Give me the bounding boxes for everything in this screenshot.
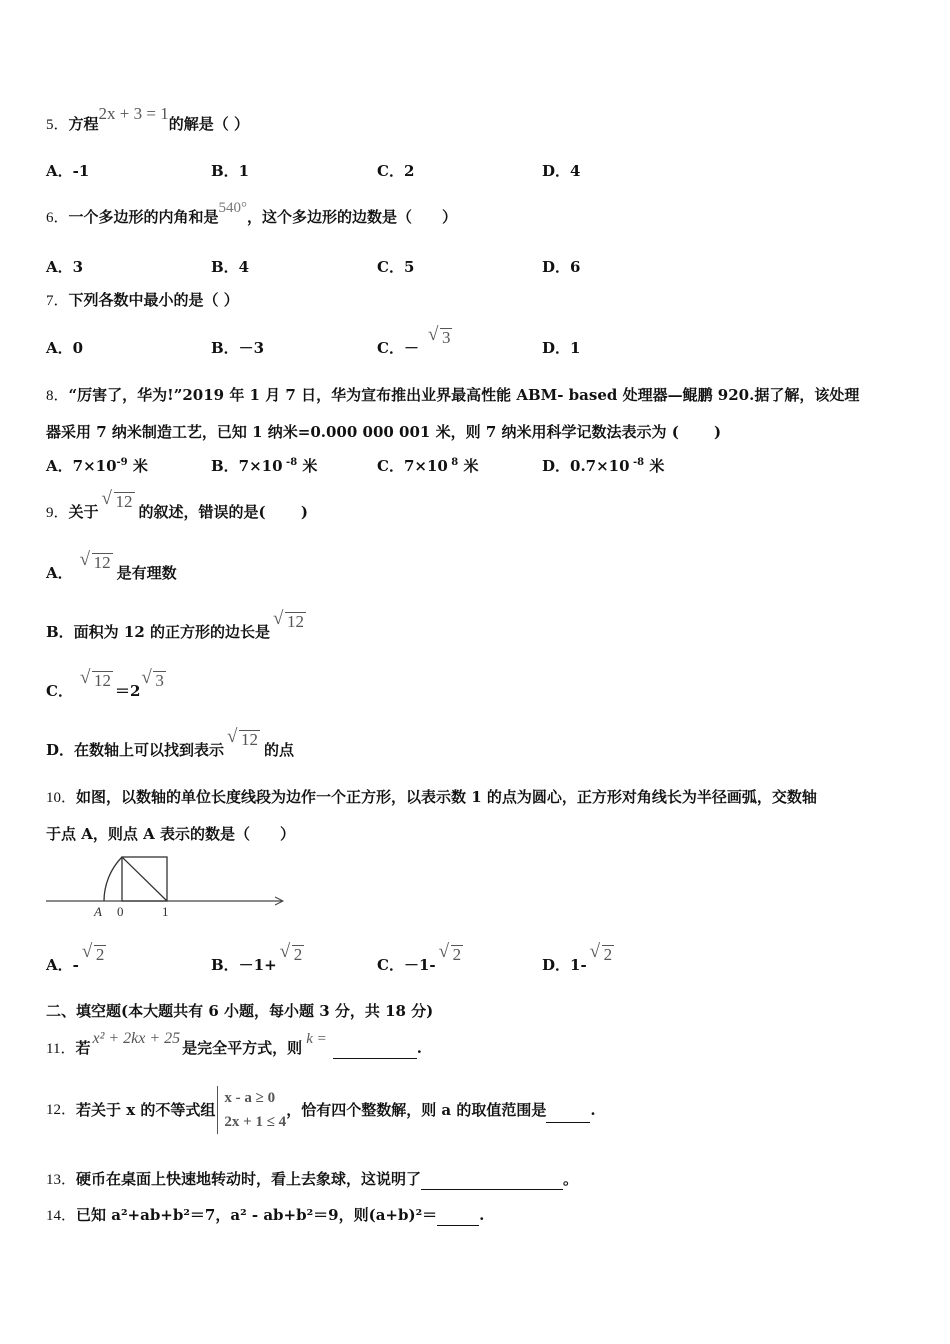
option-c[interactable]: C．2 [377,162,415,180]
question-8-line-1 [46,385,859,406]
exponent: -8 [629,457,645,468]
option-text: D．在数轴上可以找到表示 [46,741,225,759]
answer-blank[interactable] [333,1038,417,1059]
answer-blank[interactable] [437,1205,479,1226]
question-text: 是完全平方式，则 [182,1039,303,1057]
tick-label-0: 0 [117,904,124,919]
radius-arc [104,857,122,901]
sqrt-expression [144,671,166,691]
unit: 米 [127,457,148,475]
option-label: A．7×10 [46,457,117,475]
option-label: A．- [46,956,79,974]
sqrt-expression [431,328,453,348]
option-d[interactable] [542,456,664,479]
sqrt-expression [593,945,615,965]
option-a[interactable] [46,553,177,583]
tick-label-1: 1 [162,904,169,919]
question-9 [46,492,308,523]
option-label: C．7×10 [377,457,448,475]
inequality-system [217,1086,286,1134]
inequality-2: 2x + 1 ≤ 4 [224,1114,287,1130]
radicand: 2 [452,945,462,964]
unit: 米 [644,457,665,475]
question-text: “厉害了，华为!”2019 年 1 月 7 日，华为宣布推出业界最高性能 ABM- based 处理器—鲲鹏 920.据了解，该处理 [68,386,860,404]
question-number: 9． [46,505,69,521]
question-10-line-1 [46,787,817,808]
question-number: 14． [46,1208,77,1224]
radicand: 3 [441,328,451,347]
question-text: 如图，以数轴的单位长度线段为边作一个正方形，以表示数 1 的点为圆心，正方形对角线长为半径画弧，交数轴 [76,788,817,806]
question-text: 已知 a²+ab+b²＝7，a² - ab+b²＝9，则(a+b)²＝ [76,1206,438,1224]
question-number: 8． [46,388,69,404]
option-d[interactable] [542,945,614,975]
radicand: 12 [93,553,111,572]
question-number: 10． [46,790,77,806]
angle-value: 540° [218,200,248,216]
option-d[interactable] [46,730,295,760]
question-11 [46,1030,422,1059]
sqrt-expression [283,945,305,965]
option-c[interactable]: C．5 [377,258,415,276]
square-diagonal [122,857,167,901]
option-label: B．7×10 [211,457,283,475]
option-d[interactable]: D．6 [542,258,581,276]
option-label: C． [46,682,73,700]
option-d[interactable]: D．4 [542,162,581,180]
question-text: 硬币在桌面上快速地转动时，看上去象球，这说明了 [76,1170,422,1188]
option-b[interactable] [46,612,306,642]
sqrt-expression [276,612,306,632]
radicand: 2 [95,945,105,964]
sqrt-expression [442,945,464,965]
question-text: ，恰有四个整数解，则 a 的取值范围是 [286,1101,547,1119]
option-label: D．0.7×10 [542,457,630,475]
question-text: 若关于 x 的不等式组 [76,1101,216,1119]
equation: 2x + 3 = 1 [98,104,169,123]
question-number: 5． [46,117,69,133]
radicand: 2 [293,945,303,964]
option-b[interactable]: B．4 [211,258,250,276]
option-text: 是有理数 [116,564,177,582]
question-text: 的解是（ ） [168,115,249,133]
option-b[interactable]: B．－3 [211,339,265,357]
unit: 米 [297,457,318,475]
sqrt-expression [230,730,260,750]
answer-blank[interactable] [421,1169,563,1190]
option-text: 的点 [264,741,295,759]
option-label: D．1- [542,956,587,974]
option-c[interactable] [46,671,166,701]
sqrt-expression [83,553,113,573]
question-text: 方程 [68,115,99,133]
radicand: 12 [287,612,304,631]
radicand: 12 [115,492,133,511]
unit: 米 [458,457,479,475]
question-8-line-2: 器采用 7 纳米制造工艺，已知 1 纳米=0.000 000 001 米，则 7 纳米用科学记数法表示为 ( ) [46,423,722,441]
inequality-1: x - a ≥ 0 [224,1090,276,1106]
question-text: ，这个多边形的边数是（ ） [247,208,458,226]
option-label: C．－1- [377,956,436,974]
number-line-figure [44,852,289,924]
sqrt-expression [105,492,135,512]
question-number: 13． [46,1172,77,1188]
option-text: B．面积为 12 的正方形的边长是 [46,623,270,641]
punctuation: . [590,1101,596,1119]
expression: x² + 2kx + 25 [92,1030,181,1047]
punctuation: . [479,1206,485,1224]
question-number: 12． [46,1102,77,1118]
option-label: A． [46,564,73,582]
option-c[interactable] [377,328,452,358]
option-a[interactable] [46,945,106,975]
option-a[interactable] [46,456,148,479]
question-number: 7． [46,293,69,309]
radicand: 2 [603,945,613,964]
radicand: 12 [241,730,259,749]
question-text: 关于 [68,503,99,521]
option-b[interactable] [211,945,304,975]
question-text: 若 [75,1039,91,1057]
sqrt-expression [83,671,113,691]
question-6 [46,200,458,228]
option-a[interactable]: A．3 [46,258,84,276]
answer-blank[interactable] [546,1098,590,1123]
radicand: 3 [155,671,164,690]
section-heading: 二、填空题(本大题共有 6 小题，每小题 3 分，共 18 分) [46,1002,434,1020]
option-a[interactable]: A．0 [46,339,84,357]
radicand: 12 [93,671,111,690]
option-c[interactable] [377,456,479,479]
question-text: 下列各数中最小的是（ ） [68,291,239,309]
option-b[interactable]: B．1 [211,162,250,180]
option-b[interactable] [211,456,317,479]
question-text: 的叙述，错误的是( ) [138,503,308,521]
question-text: 一个多边形的内角和是 [68,208,219,226]
question-number: 6． [46,210,69,226]
question-10-line-2: 于点 A，则点 A 表示的数是（ ） [46,825,295,843]
question-7 [46,290,239,311]
option-c[interactable] [377,945,463,975]
option-a[interactable]: A．-1 [46,162,90,180]
exponent: 8 [447,457,459,468]
option-d[interactable]: D．1 [542,339,581,357]
option-label: B．－1+ [211,956,277,974]
question-13 [46,1169,578,1190]
point-a-label: A [94,904,102,919]
variable-k: k = [306,1031,327,1047]
exponent: -8 [282,457,298,468]
question-number: 11． [46,1041,76,1057]
exponent: -9 [116,457,128,468]
punctuation: 。 [563,1170,579,1188]
sqrt-expression [85,945,107,965]
equals-text: ＝2 [114,682,141,700]
question-12 [46,1086,596,1134]
option-label: C．－ [377,339,419,357]
punctuation: . [416,1039,422,1057]
question-5 [46,104,249,135]
question-14 [46,1205,484,1226]
